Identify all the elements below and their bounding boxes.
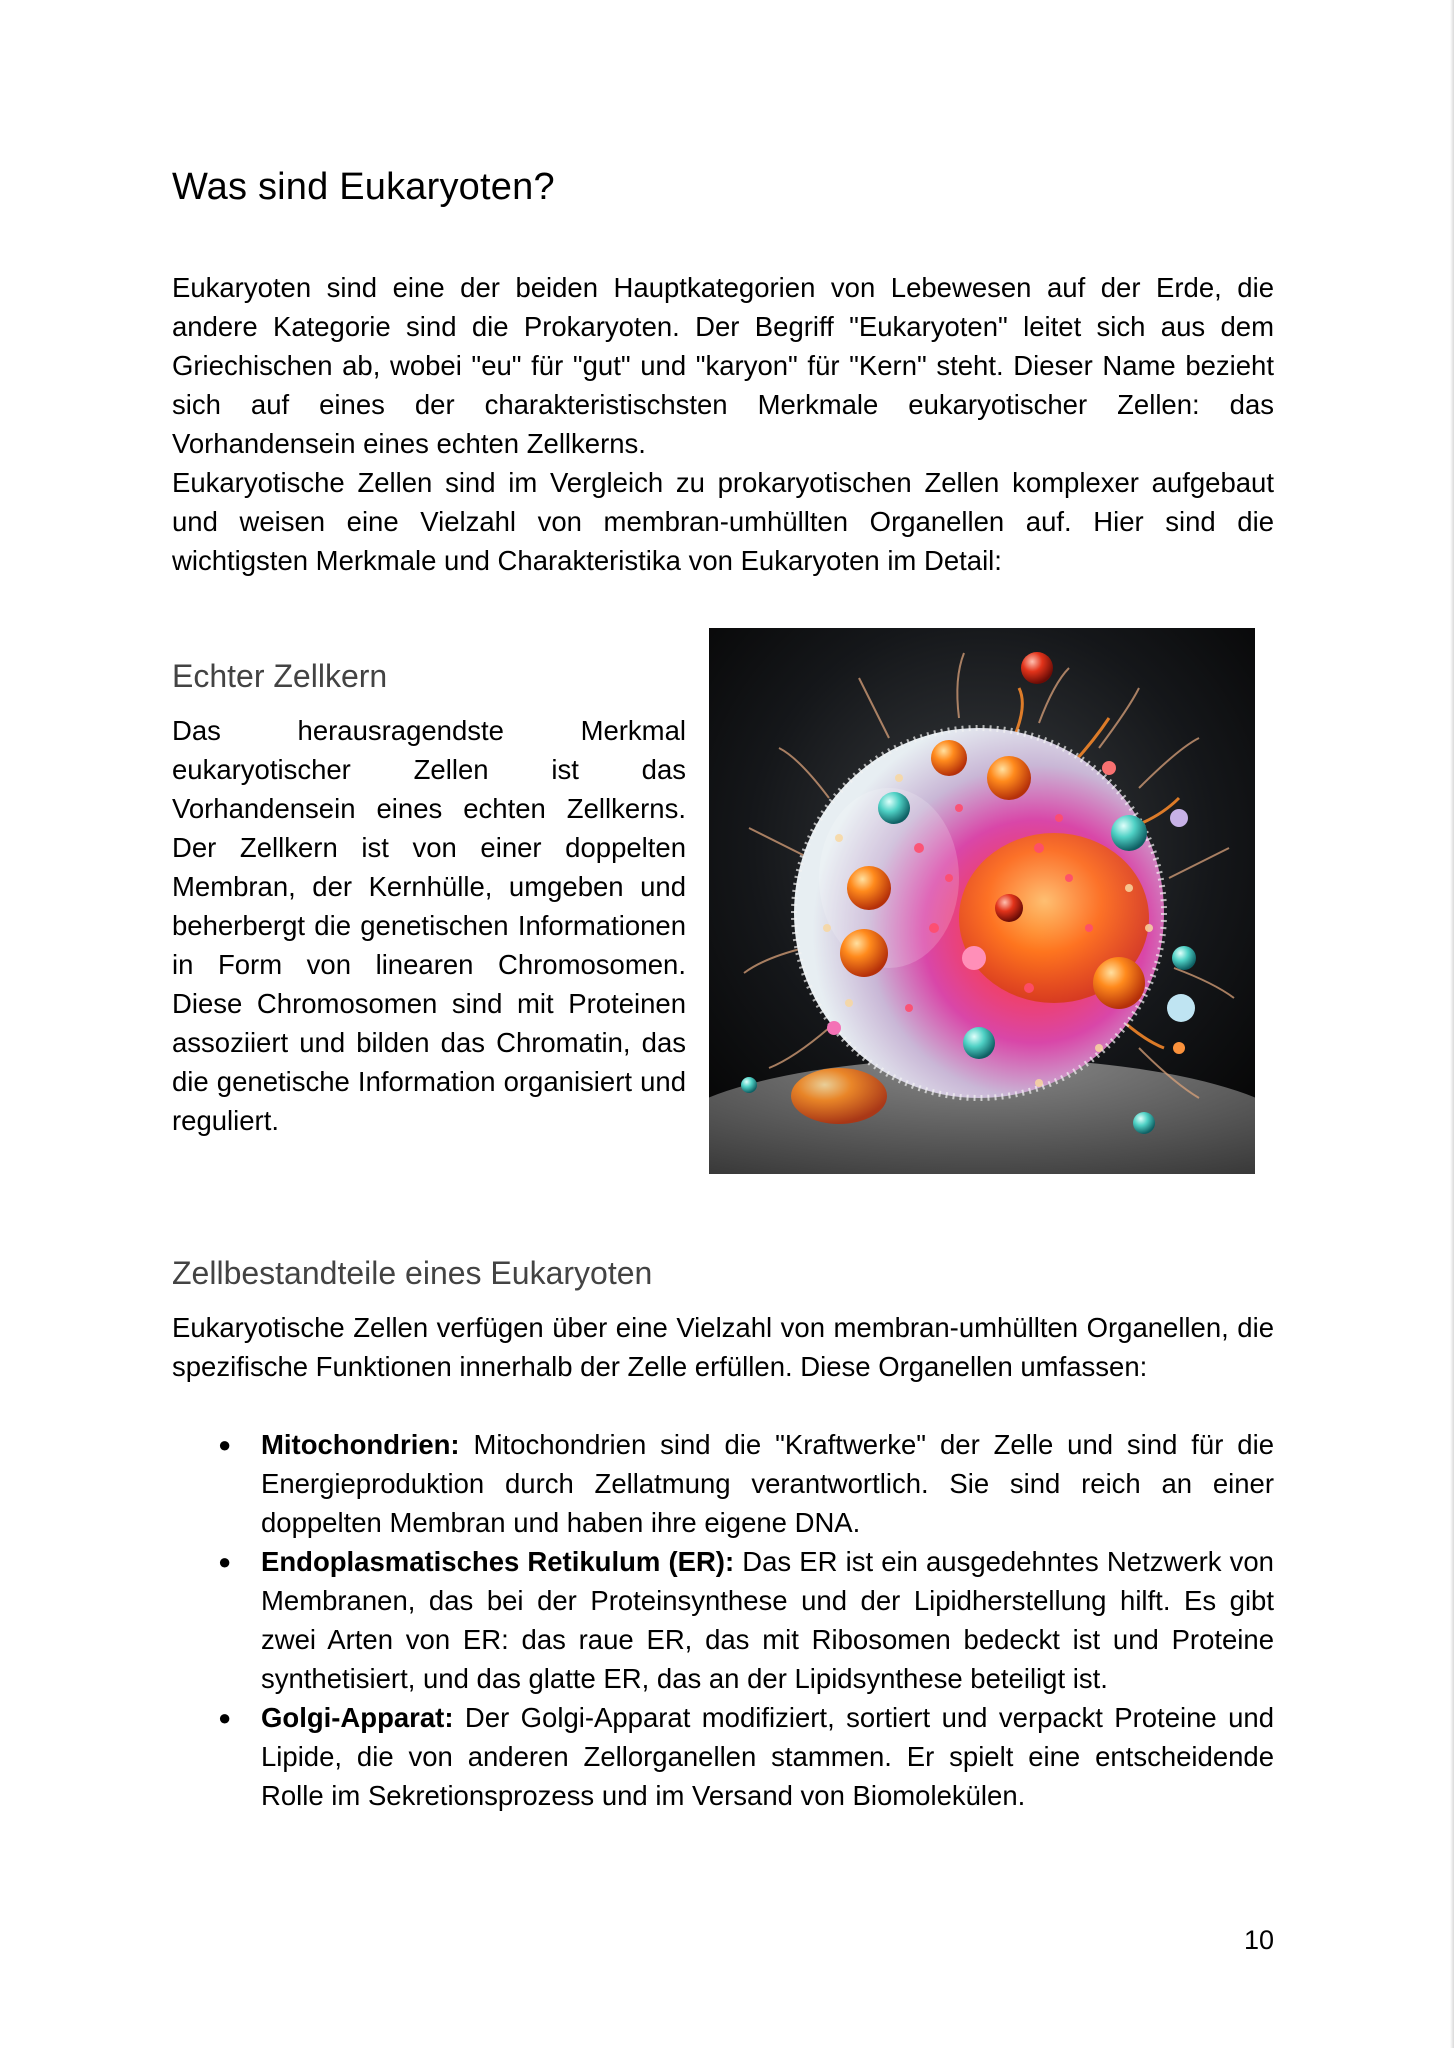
- organelle-list: [172, 1425, 1274, 1815]
- list-item: [172, 1698, 1274, 1815]
- page-edge-shadow: [1450, 0, 1454, 2048]
- section-heading-zellkern: Echter Zellkern: [172, 658, 388, 694]
- page-number: 10: [1243, 1925, 1274, 1955]
- intro-text: [172, 268, 1274, 580]
- bullet-icon: ●: [218, 1549, 232, 1574]
- list-item-text: Mitochondrien sind die "Kraftwerke" der Zelle und sind für die Energieproduktion durch Zellatmung verantwortlich. Sie sind reich an einer doppelten Membran und haben ihre eigene DNA.: [261, 1429, 1274, 1538]
- list-item: [172, 1425, 1274, 1542]
- list-item-term: Golgi-Apparat:: [261, 1702, 454, 1733]
- intro-paragraph-1: Eukaryoten sind eine der beiden Hauptkategorien von Lebewesen auf der Erde, die andere Kategorie sind die Prokaryoten. Der Begriff "Eukaryoten" leitet sich aus dem Griechischen ab, wobei "eu" für "gut" und "karyon" für "Kern" steht. Dieser Name bezieht sich auf eines der charakteristischsten Merkmale eukaryotischer Zellen: das Vorhandensein eines echten Zellkerns.: [172, 272, 1274, 459]
- eukaryotic-cell-illustration: [709, 628, 1255, 1174]
- intro-paragraph-2: Eukaryotische Zellen sind im Vergleich zu prokaryotischen Zellen komplexer aufgebaut und weisen eine Vielzahl von membran-umhüllten Organellen auf. Hier sind die wichtigsten Merkmale und Charakteristika von Eukaryoten im Detail:: [172, 467, 1274, 576]
- bullet-icon: ●: [218, 1705, 232, 1730]
- section-text-zellkern: Das herausragendste Merkmal eukaryotischer Zellen ist das Vorhandensein eines echten Zellkerns. Der Zellkern ist von einer doppelten Membran, der Kernhülle, umgeben und beherbergt die genetischen Informationen in Form von linearen Chromosomen. Diese Chromosomen sind mit Proteinen assoziiert und bilden das Chromatin, das die genetische Information organisiert und reguliert.: [172, 715, 686, 1136]
- section-text-zellbestandteile: Eukaryotische Zellen verfügen über eine Vielzahl von membran-umhüllten Organellen, die spezifische Funktionen innerhalb der Zelle erfüllen. Diese Organellen umfassen:: [172, 1312, 1274, 1382]
- section-heading-zellbestandteile: Zellbestandteile eines Eukaryoten: [172, 1255, 653, 1291]
- list-item-term: Endoplasmatisches Retikulum (ER):: [261, 1546, 735, 1577]
- list-item: [172, 1542, 1274, 1698]
- page-title: Was sind Eukaryoten?: [172, 166, 555, 208]
- list-item-text: Der Golgi-Apparat modifiziert, sortiert und verpackt Proteine und Lipide, die von anderen Zellorganellen stammen. Er spielt eine entscheidende Rolle im Sekretionsprozess und im Versand von Biomolekülen.: [261, 1702, 1274, 1811]
- bullet-icon: ●: [218, 1432, 232, 1457]
- list-item-term: Mitochondrien:: [261, 1429, 460, 1460]
- list-item-text: Das ER ist ein ausgedehntes Netzwerk von Membranen, das bei der Proteinsynthese und der Lipidherstellung hilft. Es gibt zwei Arten von ER: das raue ER, das mit Ribosomen bedeckt ist und Proteine synthetisiert, und das glatte ER, das an der Lipidsynthese beteiligt ist.: [261, 1546, 1274, 1694]
